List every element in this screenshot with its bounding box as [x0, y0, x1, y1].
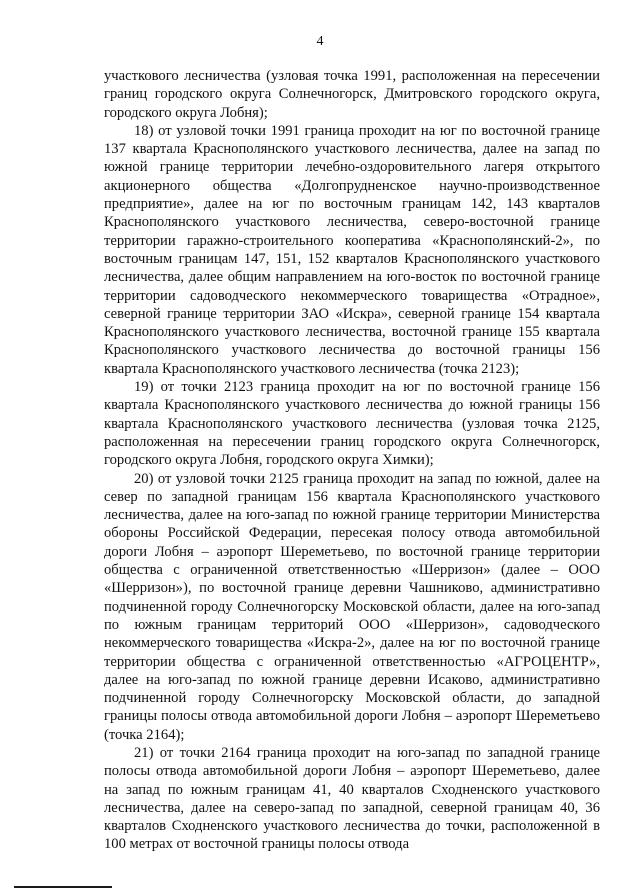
paragraph-item-21: 21) от точки 2164 граница проходит на юго-запад по западной границе полосы отвода автомобильной дороги Лобня – аэропорт Шереметьево, далее на запад по южным границам 41, 40 кварталов Сходненского участкового лесничества, далее на северо-запад по западной, северной границам 40, 36 кварталов Сходненского участкового лесничества до точки, расположенной в 100 метрах от восточной границы полосы отвода — [104, 744, 600, 853]
paragraph-item-19: 19) от точки 2123 граница проходит на юг по восточной границе 156 квартала Краснополянского участкового лесничества до южной границы 156 квартала Краснополянского участкового лесничества (узловая точка 2125, расположенная на пересечении границ городского округа Солнечногорск, городского округа Лобня, городского округа Химки); — [104, 379, 600, 469]
document-body — [104, 67, 600, 854]
paragraph-continuation: участкового лесничества (узловая точка 1991, расположенная на пересечении границ городского округа Солнечногорск, Дмитровского городского округа, городского округа Лобня); — [104, 68, 600, 121]
page-number: 4 — [316, 34, 324, 49]
paragraph-item-20: 20) от узловой точки 2125 граница проходит на запад по южной, далее на север по западной границам 156 квартала Краснополянского участкового лесничества, далее на юго-запад по южной границе территории Министерства обороны Российской Федерации, пересекая полосу отвода автомобильной дороги Лобня – аэропорт Шереметьево, по восточной границе территории общества с ограниченной ответственностью «Шерризон» (далее – ООО «Шерризон»), по восточной границе деревни Чашниково, административно подчиненной городу Солнечногорску Московской области, далее на юго-запад по южным границам территорий ООО «Шерризон», садоводческого некоммерческого товарищества «Искра-2», далее на юг по восточной границе территории общества с ограниченной ответственностью «АГРОЦЕНТР», далее на юго-запад по южной границе деревни Исаково, административно подчиненной городу Солнечногорску Московской области, до западной границы полосы отвода автомобильной дороги Лобня – аэропорт Шереметьево (точка 2164); — [104, 470, 600, 743]
paragraph-item-18: 18) от узловой точки 1991 граница проходит на юг по восточной границе 137 квартала Краснополянского участкового лесничества, далее на запад по южной границе территории лечебно-оздоровительного лагеря открытого акционерного общества «Долгопрудненское научно-производственное предприятие», далее на юг по восточным границам 142, 143 кварталов Краснополянского участкового лесничества, северо-восточной границе территории гаражно-строительного кооператива «Краснополянский-2», по восточным границам 147, 151, 152 кварталов Краснополянского участкового лесничества, далее общим направлением на юго-восток по восточной границе территории садоводческого некоммерческого товарищества «Отрадное», северной границе территории ЗАО «Искра», северной границе 154 квартала Краснополянского участкового лесничества, восточной границе 155 квартала Краснополянского участкового лесничества до восточной границы 156 квартала Краснополянского участкового лесничества (точка 2123); — [104, 122, 600, 377]
footer-divider — [14, 886, 112, 888]
